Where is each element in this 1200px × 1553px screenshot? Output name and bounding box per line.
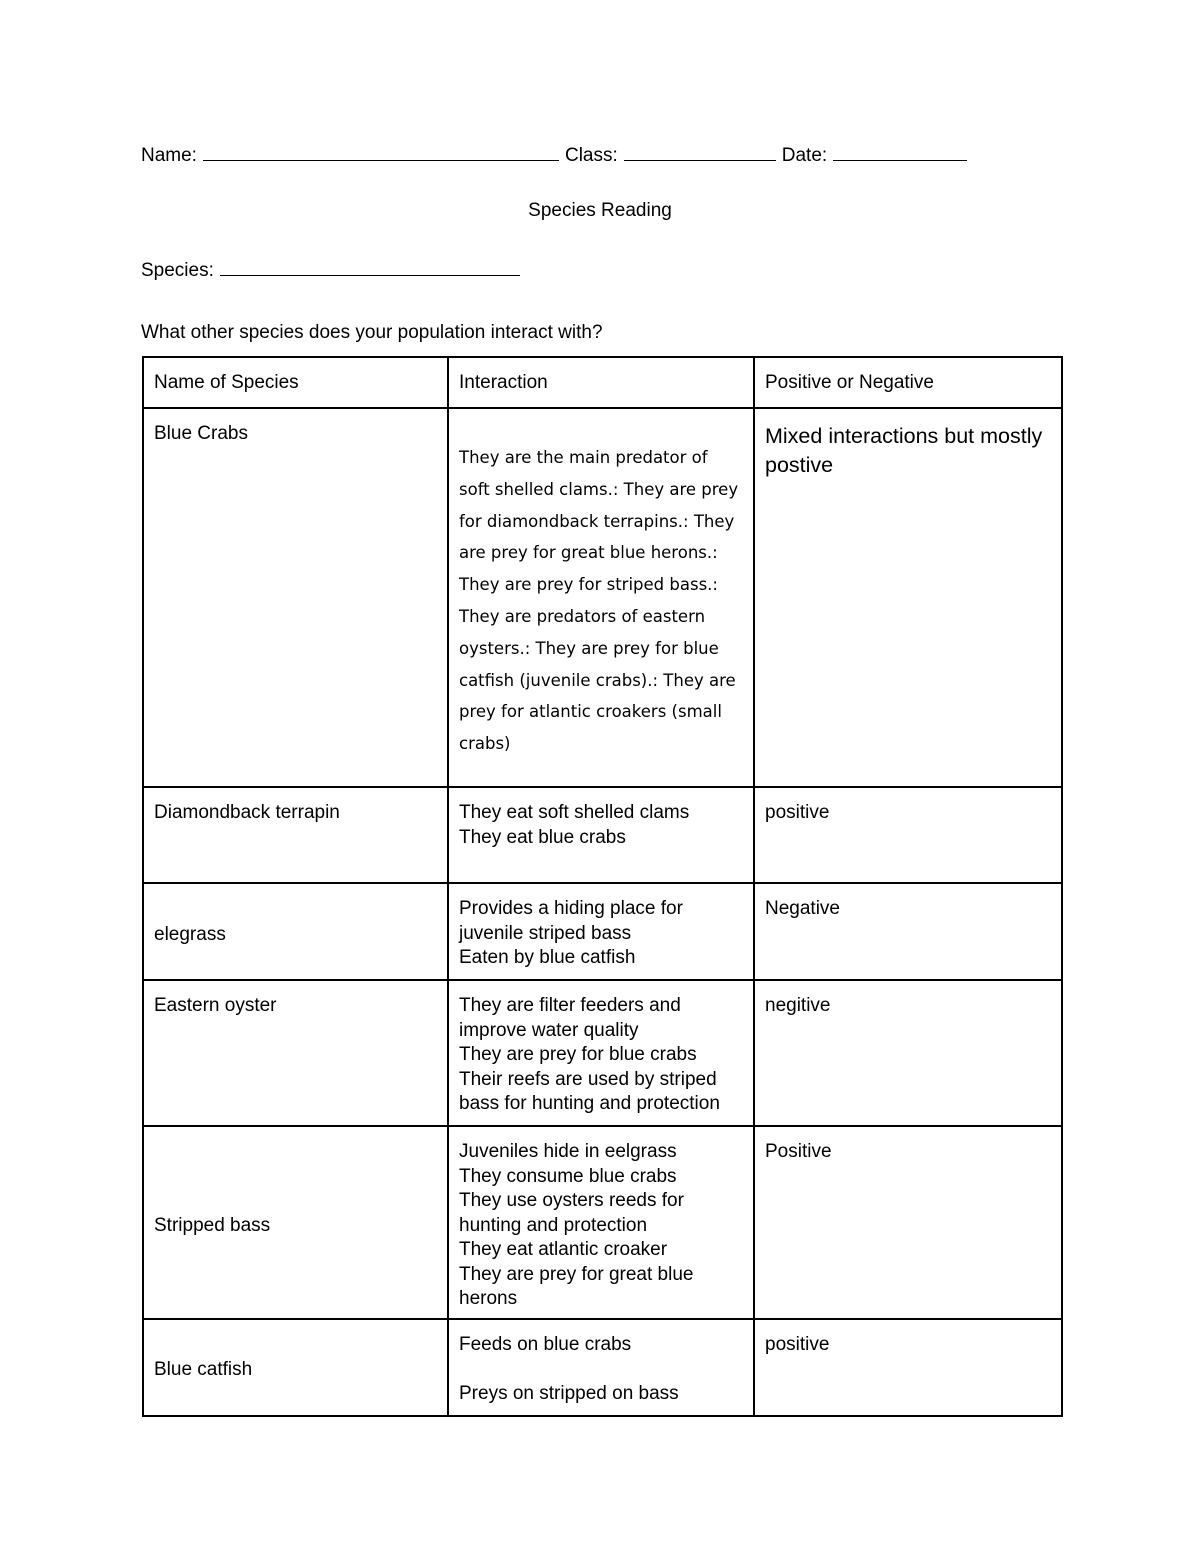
table-row <box>143 408 1062 787</box>
rating-cell: positive <box>754 1319 1062 1416</box>
class-label: Class: <box>564 145 618 166</box>
interaction-cell <box>448 1126 754 1319</box>
interaction-cell <box>448 980 754 1126</box>
interaction-cell <box>448 1319 754 1416</box>
species-name-cell: Diamondback terrapin <box>143 787 448 883</box>
rating-cell: Positive <box>754 1126 1062 1319</box>
interaction-cell <box>448 883 754 980</box>
interaction-line: Juveniles hide in eelgrass <box>459 1141 677 1162</box>
interaction-line: They are prey for great blue herons <box>459 1263 694 1309</box>
blank-line <box>459 1357 743 1382</box>
species-label: Species: <box>141 260 214 281</box>
interaction-line: Their reefs are used by striped bass for hunting and protection <box>459 1068 720 1114</box>
species-line <box>141 257 526 282</box>
interaction-cell <box>448 408 754 787</box>
rating-cell <box>754 408 1062 787</box>
interaction-line: They are filter feeders and improve water quality <box>459 995 681 1041</box>
date-blank[interactable] <box>833 142 967 161</box>
species-name-cell: elegrass <box>143 883 448 980</box>
table-row <box>143 1126 1062 1319</box>
species-name-cell: Eastern oyster <box>143 980 448 1126</box>
question-text: What other species does your population interact with? <box>141 322 603 343</box>
interaction-line: Provides a hiding place for juvenile striped bass <box>459 898 683 944</box>
species-name-cell: Blue catfish <box>143 1319 448 1416</box>
table-row <box>143 883 1062 980</box>
table-row <box>143 980 1062 1126</box>
interaction-line: Preys on stripped on bass <box>459 1382 679 1404</box>
name-blank[interactable] <box>203 142 559 161</box>
species-name-cell: Stripped bass <box>143 1126 448 1319</box>
rating-cell: negitive <box>754 980 1062 1126</box>
species-blank[interactable] <box>220 257 520 276</box>
interaction-line: Feeds on blue crabs <box>459 1333 632 1355</box>
interaction-text: They are the main predator of soft shelled clams.: They are prey for diamondback terrapins.: They are prey for great blue herons.: They are prey for striped bass.: They are predators of eastern oysters.: They are prey for blue catfish (juvenile crabs).: They are prey for atlantic croakers (small crabs) <box>459 448 739 754</box>
table-row <box>143 1319 1062 1416</box>
class-blank[interactable] <box>624 142 776 161</box>
name-label: Name: <box>141 145 197 166</box>
header-name-of-species: Name of Species <box>143 357 448 408</box>
interaction-line: Eaten by blue catfish <box>459 947 636 968</box>
date-label: Date: <box>781 145 828 166</box>
rating-text: Mixed interactions but mostly postive <box>765 424 1043 477</box>
interaction-line: They eat blue crabs <box>459 826 626 848</box>
header-positive-or-negative: Positive or Negative <box>754 357 1062 408</box>
header-interaction: Interaction <box>448 357 754 408</box>
table-row <box>143 787 1062 883</box>
interaction-line: They eat atlantic croaker <box>459 1239 668 1260</box>
rating-cell: positive <box>754 787 1062 883</box>
species-name-cell: Blue Crabs <box>143 408 448 787</box>
student-info-line <box>141 142 973 167</box>
page-title: Species Reading <box>528 200 672 221</box>
table-header-row <box>143 357 1062 408</box>
interaction-line: They consume blue crabs <box>459 1165 677 1187</box>
interaction-line: They are prey for blue crabs <box>459 1044 697 1065</box>
interaction-line: They eat soft shelled clams <box>459 802 690 823</box>
species-interaction-table <box>142 356 1063 1417</box>
interaction-cell <box>448 787 754 883</box>
rating-cell: Negative <box>754 883 1062 980</box>
interaction-line: They use oysters reeds for hunting and protection <box>459 1190 684 1236</box>
